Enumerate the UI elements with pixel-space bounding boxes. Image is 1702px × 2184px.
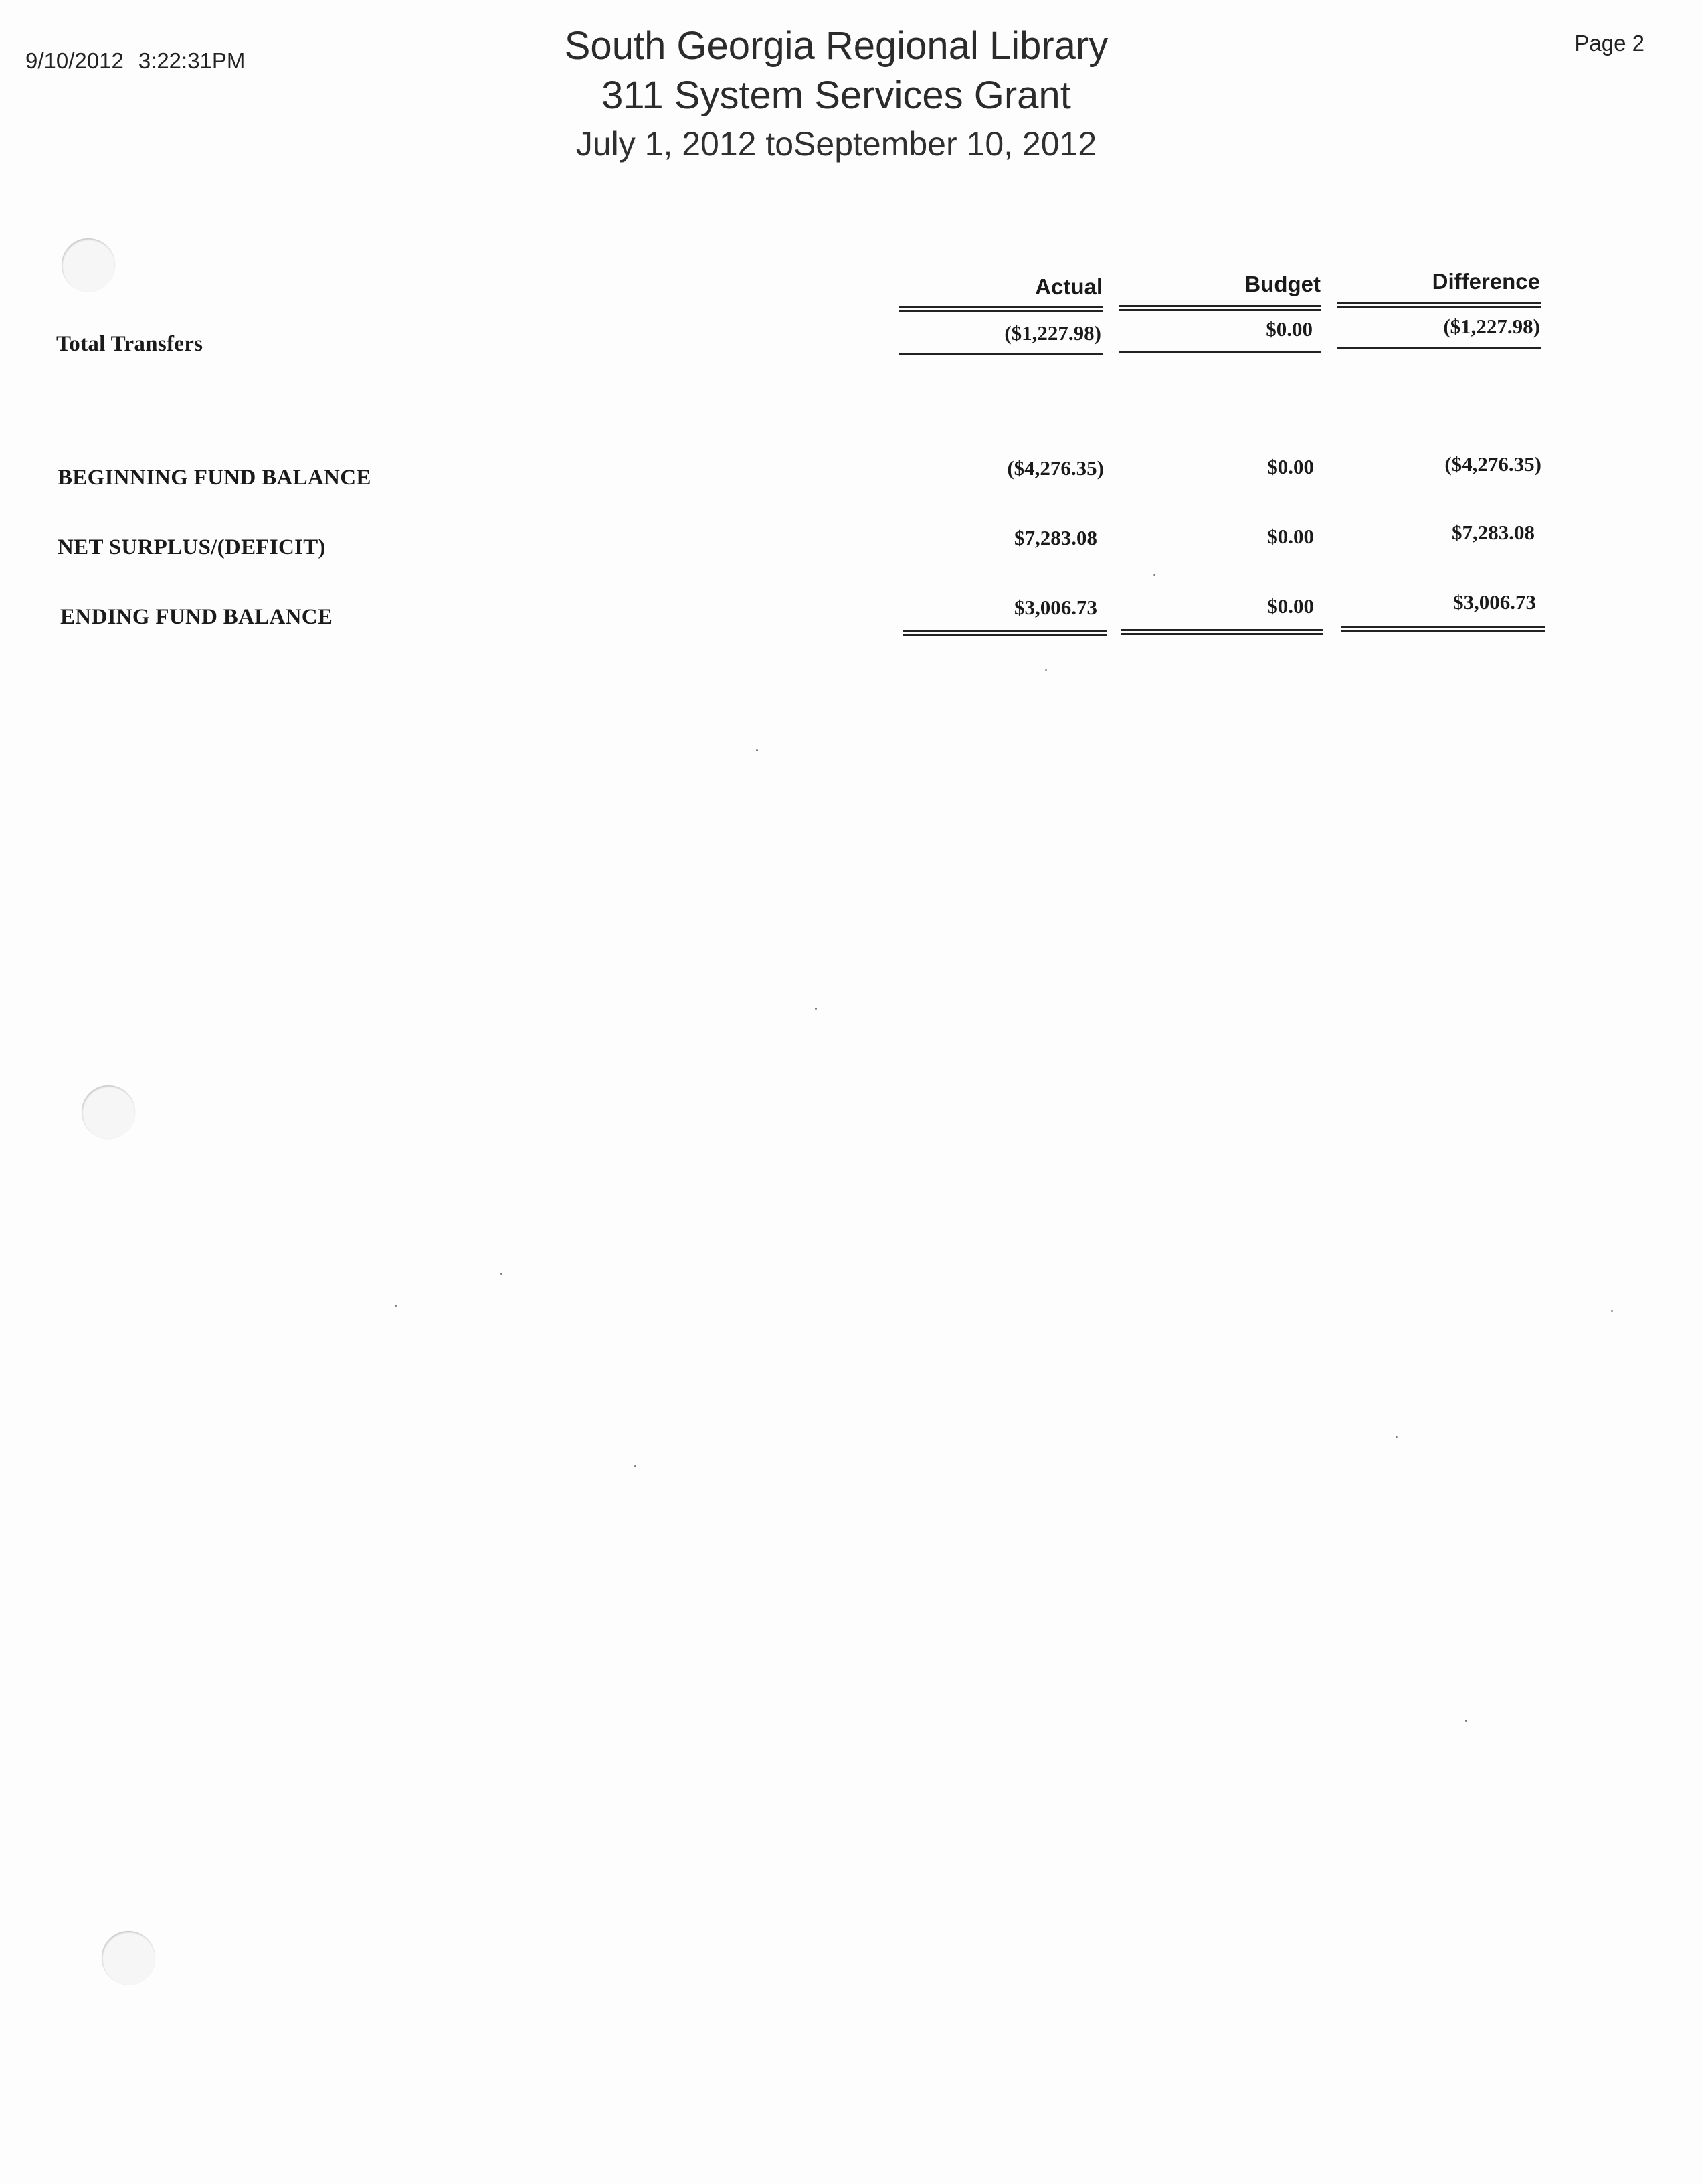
punch-hole-top: [62, 238, 115, 292]
net-surplus-deficit-difference: $7,283.08: [1452, 521, 1535, 544]
row-label-ending-fund-balance: ENDING FUND BALANCE: [60, 605, 333, 629]
report-title: South Georgia Regional Library: [564, 24, 1109, 68]
net-surplus-deficit-budget: $0.00: [1267, 525, 1314, 548]
column-header-budget: Budget: [1244, 272, 1321, 296]
scan-speck: [634, 1465, 636, 1467]
scan-speck: [1045, 669, 1047, 671]
column-header-actual: Actual: [1035, 274, 1103, 299]
row-label-total-transfers: Total Transfers: [56, 332, 203, 356]
report-subtitle: 311 System Services Grant: [601, 74, 1071, 117]
row-label-beginning-fund-balance: BEGINNING FUND BALANCE: [58, 466, 371, 490]
beginning-fund-balance-actual: ($4,276.35): [1007, 456, 1104, 480]
ending-fund-balance-budget: $0.00: [1267, 594, 1314, 618]
beginning-fund-balance-difference: ($4,276.35): [1444, 452, 1541, 476]
header-rule-difference: [1337, 302, 1541, 308]
report-title-block: [0, 21, 1673, 167]
ending-fund-balance-actual: $3,006.73: [1014, 596, 1097, 619]
punch-hole-middle: [82, 1085, 135, 1139]
column-header-difference: Difference: [1432, 269, 1540, 294]
scan-speck: [1153, 574, 1155, 576]
scan-speck: [815, 1008, 817, 1010]
print-date: 9/10/2012: [25, 48, 124, 73]
subtotal-rule-budget: [1119, 351, 1321, 353]
net-surplus-deficit-actual: $7,283.08: [1014, 526, 1097, 549]
scan-speck: [1396, 1436, 1398, 1438]
scan-speck: [1465, 1720, 1467, 1722]
page-number: Page 2: [1574, 31, 1644, 56]
total-rule-difference: [1341, 626, 1545, 632]
header-rule-budget: [1119, 305, 1321, 311]
scan-speck: [395, 1305, 397, 1307]
total-transfers-difference: ($1,227.98): [1443, 314, 1540, 338]
print-time: 3:22:31PM: [138, 48, 246, 73]
header-rule-actual: [899, 306, 1103, 312]
ending-fund-balance-difference: $3,006.73: [1453, 590, 1536, 614]
beginning-fund-balance-budget: $0.00: [1267, 455, 1314, 478]
subtotal-rule-difference: [1337, 347, 1541, 349]
scan-speck: [500, 1273, 502, 1275]
scan-speck: [756, 749, 758, 751]
subtotal-rule-actual: [899, 353, 1103, 355]
scan-speck: [1611, 1310, 1613, 1312]
total-rule-budget: [1121, 629, 1323, 635]
row-label-net-surplus-deficit: NET SURPLUS/(DEFICIT): [58, 535, 326, 559]
total-transfers-budget: $0.00: [1266, 317, 1313, 341]
report-period: July 1, 2012 toSeptember 10, 2012: [575, 125, 1097, 163]
punch-hole-bottom: [102, 1931, 155, 1985]
total-transfers-actual: ($1,227.98): [1004, 321, 1101, 345]
total-rule-actual: [903, 630, 1107, 636]
